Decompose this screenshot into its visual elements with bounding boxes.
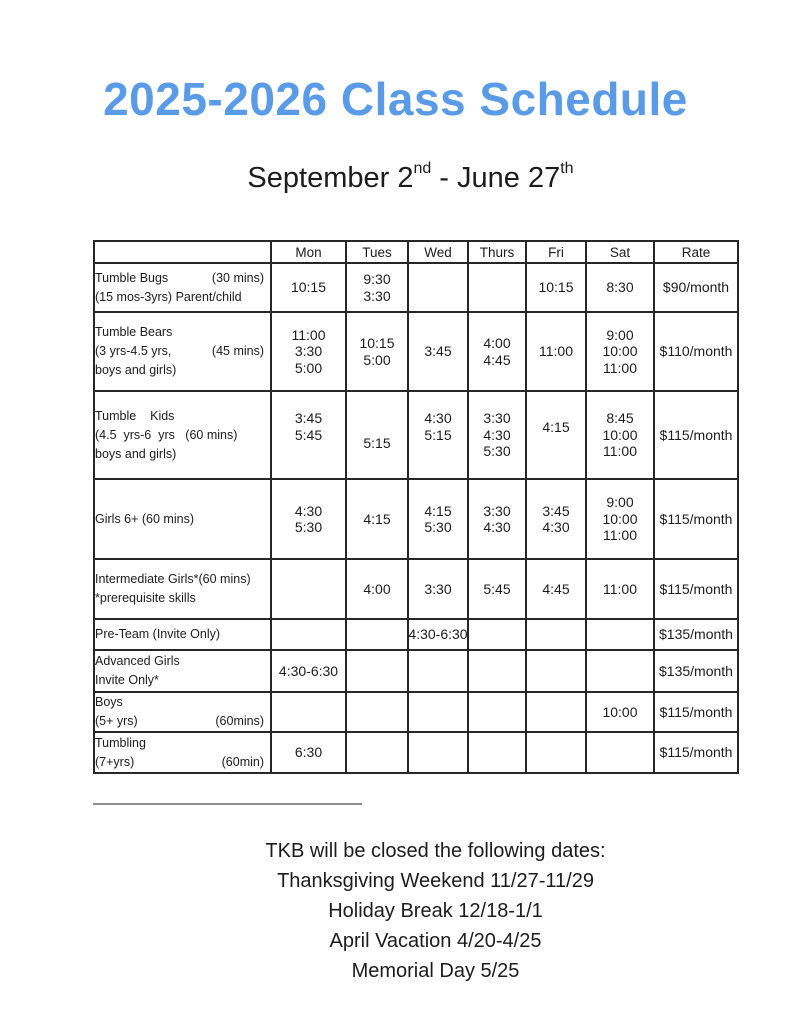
time-cell-thurs [468,650,526,692]
time-cell-sat [586,263,654,312]
closure-notice [80,836,791,986]
time-cell-thurs [468,559,526,619]
time-cell-fri [526,619,586,650]
class-time: 11:00 [539,343,573,360]
class-row [94,263,738,312]
rate-value: $110/month [659,343,733,360]
class-row [94,732,738,773]
class-time: 4:30 [483,426,511,443]
rate-value: $115/month [659,703,733,720]
class-label-line: Boys [95,695,123,709]
class-time: 5:45 [294,426,323,443]
class-time: 4:30 [424,410,452,427]
class-time: 4:30-6:30 [408,626,468,643]
rate-cell [654,619,738,650]
column-header-rate: Rate [654,241,738,263]
time-cell-tues [346,479,408,559]
time-cell-wed [408,391,468,479]
class-label [94,619,271,650]
class-time: 10:00 [602,510,638,527]
rate-cell [654,732,738,773]
class-time: 9:30 [363,271,391,287]
time-cell-wed [408,692,468,732]
class-time: 3:30 [294,343,323,360]
time-cell-fri [526,479,586,559]
class-label-line: Advanced Girls [95,654,180,668]
class-time: 5:00 [363,351,391,368]
time-cell-sat [586,619,654,650]
class-label-line: (15 mos-3yrs) Parent/child [95,289,242,304]
class-label-line: (4.5 yrs-6 yrs (60 mins) [95,427,238,442]
class-time: 10:15 [290,279,327,296]
closure-date-line: Holiday Break 12/18-1/1 [328,900,543,922]
class-time: 11:00 [603,527,637,544]
time-cell-fri [526,559,586,619]
class-time: 5:00 [294,359,323,376]
time-cell-fri [526,692,586,732]
class-label-line: (7+yrs) (60min) [95,754,264,769]
class-time: 4:15 [542,418,570,435]
class-row [94,619,738,650]
rate-value: $90/month [662,279,730,296]
time-cell-thurs [468,263,526,312]
class-row [94,479,738,559]
time-cell-fri [526,312,586,391]
class-label-line: Tumble Bugs (30 mins) [95,270,264,285]
time-cell-mon [271,650,346,692]
time-cell-mon [271,692,346,732]
time-cell-wed [408,732,468,773]
rate-value: $135/month [659,626,733,643]
time-cell-fri [526,732,586,773]
footer-divider [93,803,362,805]
class-label [94,479,271,559]
column-header-thurs: Thurs [468,241,526,263]
time-cell-fri [526,650,586,692]
time-cell-thurs [468,312,526,391]
class-time: 4:15 [424,502,452,519]
rate-cell [654,650,738,692]
class-time: 3:30 [424,580,452,597]
class-time: 9:00 [606,494,634,511]
class-time: 3:45 [542,502,570,519]
class-time: 3:45 [424,343,452,360]
class-label [94,263,271,312]
time-cell-mon [271,312,346,391]
time-cell-thurs [468,732,526,773]
time-cell-wed [408,619,468,650]
time-cell-tues [346,559,408,619]
class-label-line: (3 yrs-4.5 yrs, (45 mins) [95,344,264,358]
class-label-line: Tumble Bears [95,325,173,339]
date-range-end: - June 27 [431,162,561,194]
time-cell-wed [408,650,468,692]
class-time: 8:30 [606,279,634,296]
class-time: 11:00 [603,580,637,597]
time-cell-mon [271,263,346,312]
class-label [94,391,271,479]
time-cell-mon [271,479,346,559]
rate-value: $115/month [659,510,733,527]
time-cell-tues [346,692,408,732]
time-cell-tues [346,391,408,479]
rate-cell [654,263,738,312]
class-time: 3:30 [363,287,391,304]
class-time: 5:15 [424,426,452,443]
class-label-line: Tumbling [95,735,146,750]
class-label-line: Intermediate Girls*(60 mins) [95,572,251,586]
time-cell-mon [271,732,346,773]
time-cell-mon [271,559,346,619]
schedule-table [93,240,739,774]
class-row [94,692,738,732]
closure-date-line: Thanksgiving Weekend 11/27-11/29 [277,870,594,892]
rate-value: $115/month [659,426,733,443]
class-label [94,559,271,619]
time-cell-sat [586,312,654,391]
rate-cell [654,692,738,732]
time-cell-tues [346,732,408,773]
class-time: 4:30 [542,519,570,535]
rate-cell [654,479,738,559]
class-time: 10:15 [538,279,574,296]
class-label-line: Invite Only* [95,673,159,687]
class-time: 5:15 [363,435,391,451]
class-time: 4:45 [483,351,511,368]
class-label [94,650,271,692]
class-time [554,435,558,452]
rate-value: $115/month [659,744,733,761]
class-time: 5:30 [294,519,323,535]
class-time: 8:45 [606,410,634,427]
class-row [94,391,738,479]
class-time: 9:00 [606,326,634,343]
column-header-mon: Mon [271,241,346,263]
class-time: 5:30 [483,443,511,460]
class-row [94,650,738,692]
column-header-tues: Tues [346,241,408,263]
page-title: 2025-2026 Class Schedule [103,73,688,125]
class-label [94,692,271,732]
date-ordinal-nd: nd [413,160,432,177]
class-time: 10:00 [602,426,638,443]
closure-date-line: Memorial Day 5/25 [351,960,520,982]
class-label-line: *prerequisite skills [95,591,196,605]
class-time: 4:30-6:30 [278,662,339,679]
class-time: 4:30 [483,519,511,535]
time-cell-mon [271,619,346,650]
column-header-fri: Fri [526,241,586,263]
class-time: 3:30 [483,410,511,427]
closure-heading: TKB will be closed the following dates: [265,840,606,862]
table-header-row [94,241,738,263]
class-time [375,419,379,436]
class-time: 11:00 [603,359,637,376]
time-cell-sat [586,391,654,479]
rate-value: $135/month [659,662,733,679]
time-cell-sat [586,732,654,773]
date-range-start: September 2 [247,162,414,194]
class-column-header [94,241,271,263]
date-range-subtitle [30,160,791,195]
class-time: 10:00 [602,343,638,360]
class-label-line: Tumble Kids [95,408,175,423]
class-time: 10:15 [359,335,395,351]
time-cell-tues [346,312,408,391]
time-cell-thurs [468,479,526,559]
class-row [94,559,738,619]
time-cell-sat [586,650,654,692]
class-time: 4:15 [363,510,391,527]
column-header-sat: Sat [586,241,654,263]
time-cell-thurs [468,692,526,732]
class-label-line: boys and girls) [95,363,177,377]
class-time: 5:30 [424,519,452,535]
class-time: 4:00 [363,580,391,597]
class-time: 4:00 [483,335,511,351]
class-label-line: Pre-Team (Invite Only) [95,627,221,641]
time-cell-wed [408,559,468,619]
class-label [94,312,271,391]
rate-cell [654,391,738,479]
column-header-wed: Wed [408,241,468,263]
time-cell-sat [586,479,654,559]
time-cell-mon [271,391,346,479]
class-time: 6:30 [294,744,323,761]
time-cell-sat [586,559,654,619]
date-ordinal-th: th [560,160,574,177]
time-cell-tues [346,619,408,650]
time-cell-wed [408,312,468,391]
time-cell-fri [526,391,586,479]
class-time: 11:00 [603,443,637,460]
class-time: 3:30 [483,502,511,519]
class-time: 4:45 [542,580,570,597]
class-time: 4:30 [294,502,323,519]
class-time: 11:00 [291,326,326,343]
class-label-line: Girls 6+ (60 mins) [95,511,194,526]
class-time: 5:45 [483,580,511,597]
time-cell-tues [346,263,408,312]
class-time [436,443,440,460]
class-label-line: (5+ yrs) (60mins) [95,714,264,728]
time-cell-tues [346,650,408,692]
class-time: 3:45 [294,410,323,427]
rate-cell [654,312,738,391]
time-cell-sat [586,692,654,732]
rate-cell [654,559,738,619]
closure-date-line: April Vacation 4/20-4/25 [329,930,542,952]
class-label-line: boys and girls) [95,446,177,461]
time-cell-fri [526,263,586,312]
time-cell-wed [408,263,468,312]
class-time: 10:00 [602,703,638,720]
class-time [307,443,311,460]
time-cell-thurs [468,619,526,650]
time-cell-thurs [468,391,526,479]
class-label [94,732,271,773]
time-cell-wed [408,479,468,559]
rate-value: $115/month [659,580,733,597]
class-row [94,312,738,391]
